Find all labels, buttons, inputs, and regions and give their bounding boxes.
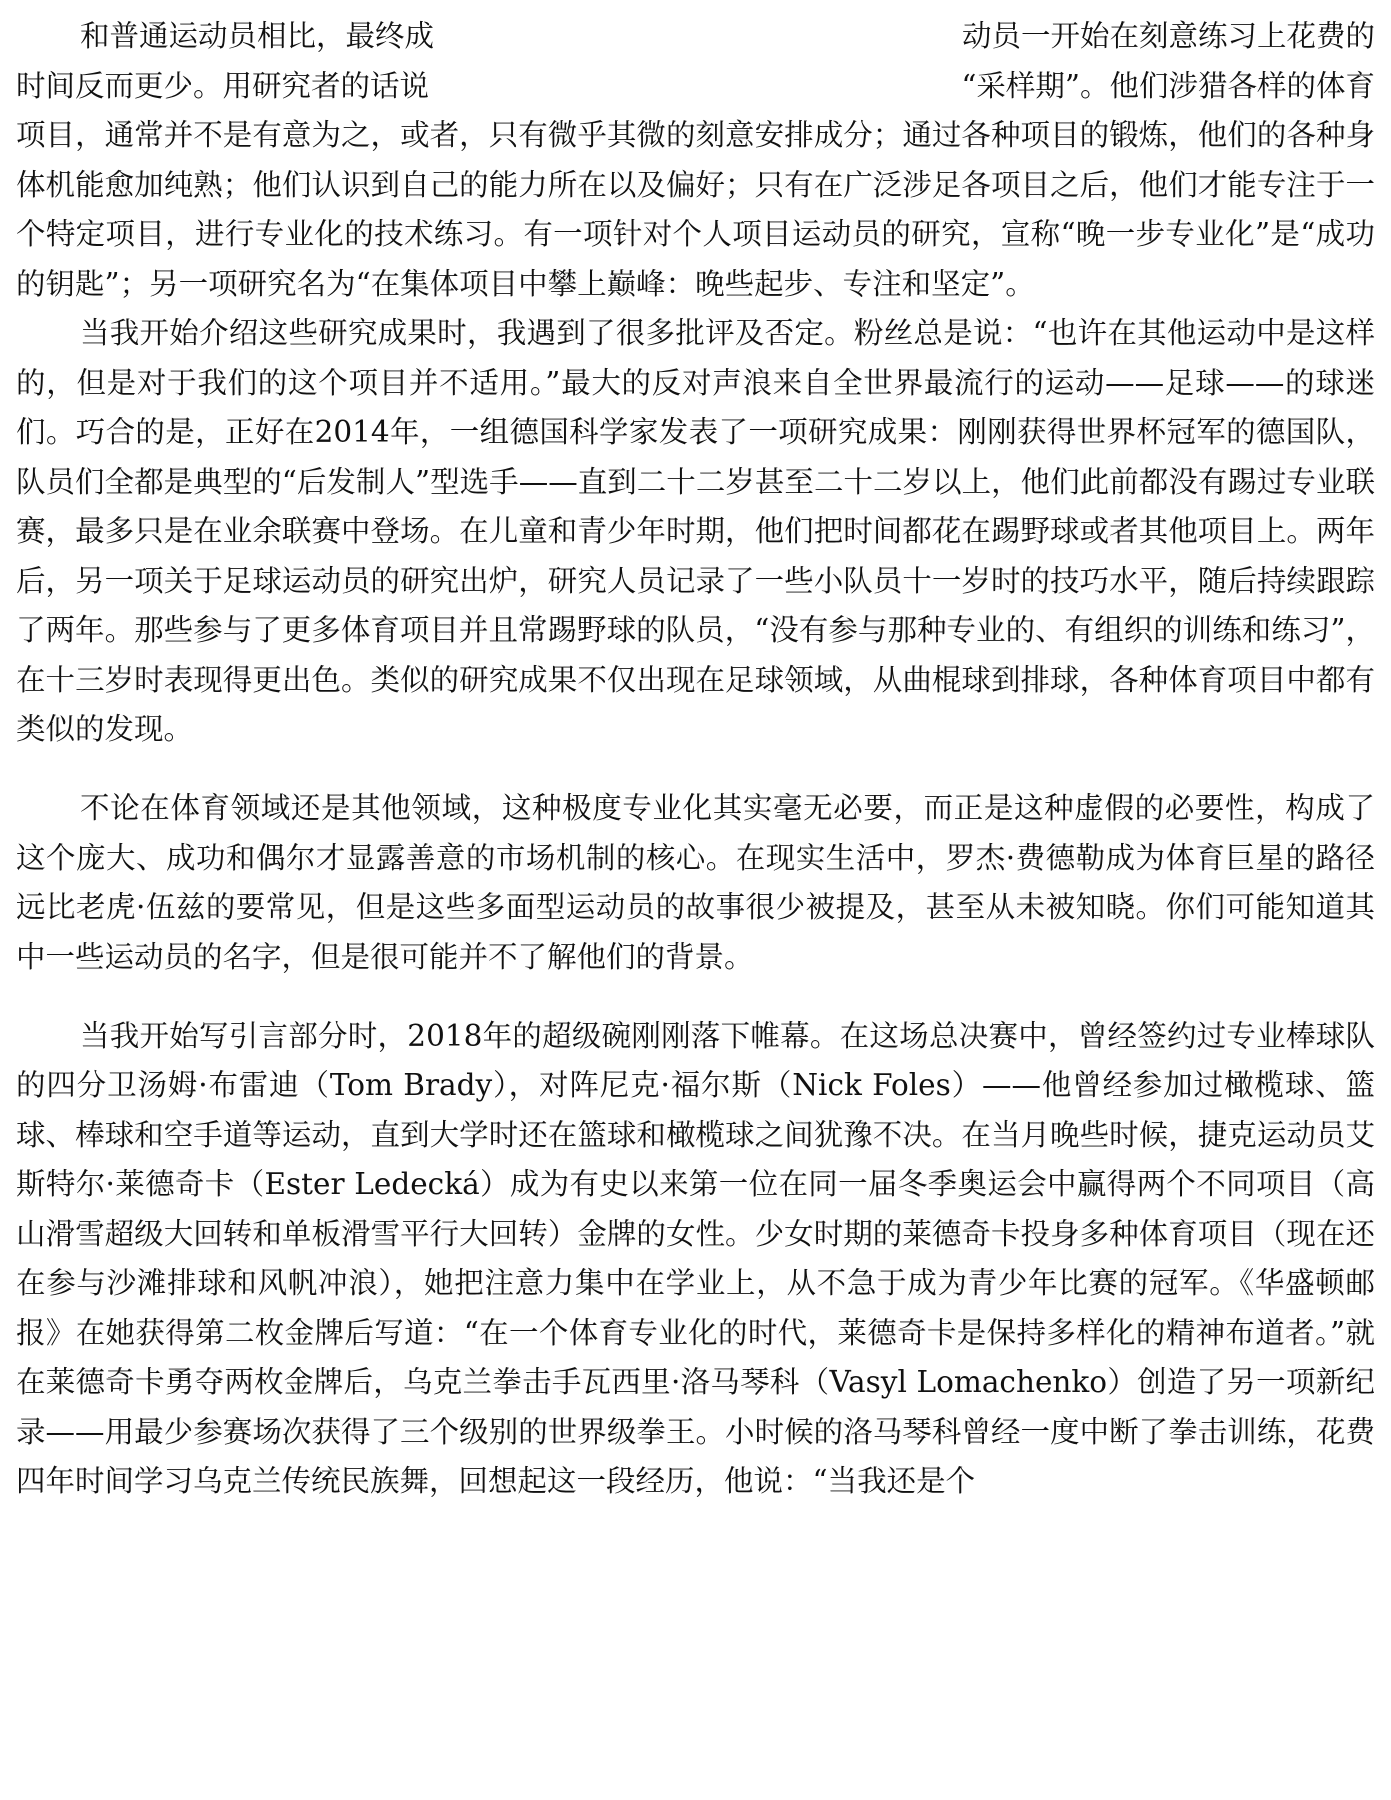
paragraph-2: 当我开始介绍这些研究成果时，我遇到了很多批评及否定。粉丝总是说：“也许在其他运动中是这样的，但是对于我们的这个项目并不适用。”最大的反对声浪来自全世界最流行的运动——足球——的球迷们。巧合的是，正好在2014年，一组德国科学家发表了一项研究成果：刚刚获得世界杯冠军的德国队，队员们全都是典型的“后发制人”型选手——直到二十二岁甚至二十二岁以上，他们此前都没有踢过专业联赛，最多只是在业余联赛中登场。在儿童和青少年时期，他们把时间都花在踢野球或者其他项目上。两年后，另一项关于足球运动员的研究出炉，研究人员记录了一些小队员十一岁时的技巧水平，随后持续跟踪了两年。那些参与了更多体育项目并且常踢野球的队员，“没有参与那种专业的、有组织的训练和练习”，在十三岁时表现得更出色。类似的研究成果不仅出现在足球领域，从曲棍球到排球，各种体育项目中都有类似的发现。 [16,316,1375,746]
paragraph-4: 当我开始写引言部分时，2018年的超级碗刚刚落下帷幕。在这场总决赛中，曾经签约过专业棒球队的四分卫汤姆·布雷迪（Tom Brady），对阵尼克·福尔斯（Nick Foles）——他曾经参加过橄榄球、篮球、棒球和空手道等运动，直到大学时还在篮球和橄榄球之间犹豫不决。在当月晚些时候，捷克运动员艾斯特尔·莱德奇卡（Ester Ledecká）成为有史以来第一位在同一届冬季奥运会中赢得两个不同项目（高山滑雪超级大回转和单板滑雪平行大回转）金牌的女性。少女时期的莱德奇卡投身多种体育项目（现在还在参与沙滩排球和风帆冲浪），她把注意力集中在学业上，从不急于成为青少年比赛的冠军。《华盛顿邮报》在她获得第二枚金牌后写道：“在一个体育专业化的时代，莱德奇卡是保持多样化的精神布道者。”就在莱德奇卡勇夺两枚金牌后，乌克兰拳击手瓦西里·洛马琴科（Vasyl Lomachenko）创造了另一项新纪录——用最少参赛场次获得了三个级别的世界级拳王。小时候的洛马琴科曾经一度中断了拳击训练，花费四年时间学习乌克兰传统民族舞，回想起这一段经历，他说：“当我还是个 [16,1018,1375,1498]
first-paragraph-line-2 [16,62,1375,112]
first-paragraph-line-1 [16,12,1375,62]
line-1-left-text: 和普通运动员相比，最终成 [80,19,435,53]
line-2-right-text: “采样期”。他们涉猎各样的体育 [961,68,1375,103]
paragraph-3: 不论在体育领域还是其他领域，这种极度专业化其实毫无必要，而正是这种虚假的必要性，构成了这个庞大、成功和偶尔才显露善意的市场机制的核心。在现实生活中，罗杰·费德勒成为体育巨星的路径远比老虎·伍兹的要常见，但是这些多面型运动员的故事很少被提及，甚至从未被知晓。你们可能知道其中一些运动员的名字，但是很可能并不了解他们的背景。 [16,791,1375,974]
first-paragraph-continuation: 项目，通常并不是有意为之，或者，只有微乎其微的刻意安排成分；通过各种项目的锻炼，他们的各种身体机能愈加纯熟；他们认识到自己的能力所在以及偏好；只有在广泛涉足各项目之后，他们才能专注于一个特定项目，进行专业化的技术练习。有一项针对个人项目运动员的研究，宣称“晚一步专业化”是“成功的钥匙”；另一项研究名为“在集体项目中攀上巅峰：晚些起步、专注和坚定”。 [16,118,1375,301]
line-1-right-text: 动员一开始在刻意练习上花费的 [961,19,1375,53]
line-2-left-text: 时间反而更少。用研究者的话说 [16,68,430,103]
body-text [16,12,1375,1507]
